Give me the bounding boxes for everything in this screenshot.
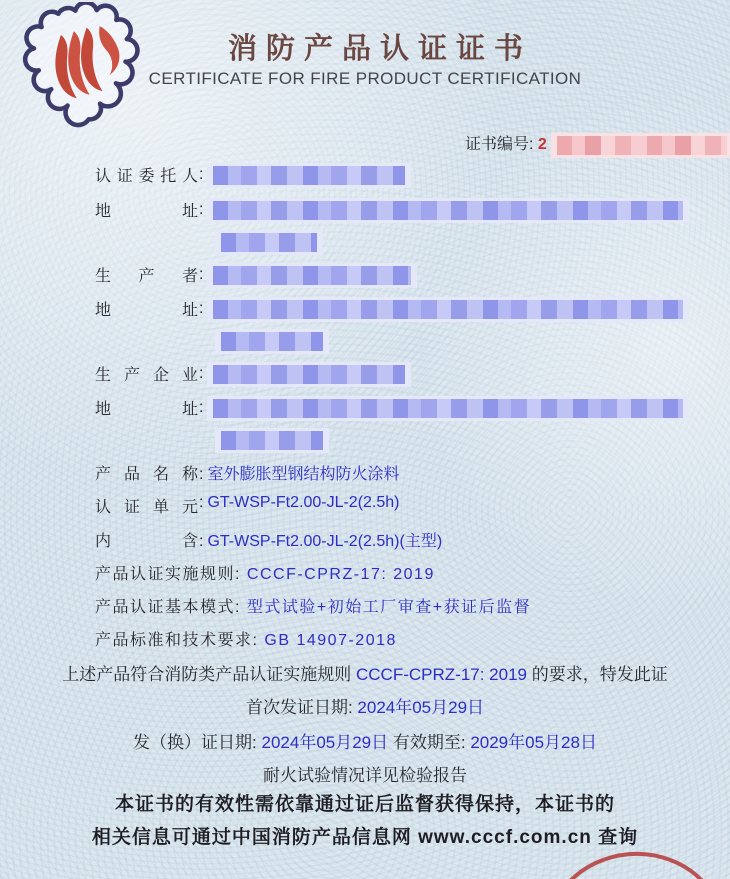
cert-number-label: 证书编号: — [465, 136, 538, 153]
field-row-address-1 — [95, 198, 689, 223]
certificate-title: 消防产品认证证书 — [227, 33, 532, 65]
colon: : — [199, 201, 204, 218]
field-label-product-name: 产品名称 — [95, 466, 198, 483]
certificate-subtitle-en: CERTIFICATE FOR FIRE PRODUCT CERTIFICATION — [148, 69, 582, 88]
field-row-included-models — [95, 528, 442, 551]
field-row-product-name — [95, 461, 399, 484]
first-issue-date-row — [0, 693, 730, 718]
statement-suffix: 的要求，特发此证 — [527, 665, 668, 684]
colon: : — [199, 494, 204, 511]
first-issue-date: 2024年05月29日 — [357, 698, 485, 717]
valid-until-label: 有效期至: — [388, 733, 471, 752]
colon: : — [199, 399, 204, 416]
colon: : — [199, 266, 204, 283]
footer-line-2 — [0, 822, 730, 849]
statement-prefix: 上述产品符合消防类产品认证实施规则 — [62, 665, 356, 684]
colon: : — [199, 300, 204, 317]
redacted-address-1-cont — [215, 230, 323, 255]
field-row-address-3 — [95, 396, 689, 421]
field-row-impl-rule — [95, 561, 435, 584]
footer-line-2-suffix: 查询 — [591, 827, 639, 848]
compliance-statement — [0, 660, 730, 685]
redacted-applicant — [207, 163, 411, 188]
statement-rule: CCCF-CPRZ-17: 2019 — [356, 665, 527, 684]
field-row-manufacturer — [95, 362, 411, 387]
field-label-address: 地址 — [95, 401, 198, 418]
issue-validity-row — [0, 728, 730, 753]
field-row-producer — [95, 263, 417, 288]
first-issue-label: 首次发证日期: — [245, 698, 358, 717]
field-row-address-2 — [95, 297, 689, 322]
field-label-manufacturer: 生产企业 — [95, 367, 198, 384]
footer-url: www.cccf.com.cn — [418, 827, 592, 848]
standard-value: GB 14907-2018 — [264, 632, 397, 649]
cert-number-redacted — [551, 133, 730, 158]
red-seal-stamp — [539, 845, 730, 879]
colon: : — [199, 466, 204, 483]
cert-number-visible-digit: 2 — [537, 136, 547, 153]
basic-mode-label: 产品认证基本模式: — [95, 599, 247, 616]
impl-rule-label: 产品认证实施规则: — [95, 566, 247, 583]
field-row-applicant — [95, 163, 411, 188]
valid-until-date: 2029年05月28日 — [470, 733, 597, 752]
field-label-applicant: 认证委托人 — [95, 168, 198, 185]
colon: : — [199, 533, 204, 550]
footer-line-2-prefix: 相关信息可通过中国消防产品信息网 — [91, 827, 419, 848]
redacted-address-2-cont — [215, 329, 329, 354]
field-label-included: 内含 — [95, 533, 198, 550]
basic-mode-value: 型式试验+初始工厂审查+获证后监督 — [246, 599, 532, 616]
redacted-manufacturer — [207, 362, 411, 387]
colon: : — [199, 166, 204, 183]
field-label-address: 地址 — [95, 302, 198, 319]
redacted-address-3 — [207, 396, 689, 421]
colon: : — [199, 365, 204, 382]
field-row-cert-unit — [95, 494, 400, 517]
cert-number-row — [465, 131, 730, 158]
standard-label: 产品标准和技术要求: — [95, 632, 265, 649]
cert-unit-value: GT-WSP-Ft2.00-JL-2(2.5h) — [207, 494, 400, 511]
product-name-value: 室外膨胀型钢结构防火涂料 — [207, 466, 400, 483]
redacted-producer — [207, 263, 417, 288]
footer-line-1: 本证书的有效性需依靠通过证后监督获得保持，本证书的 — [114, 794, 615, 815]
field-row-basic-mode — [95, 594, 531, 617]
fire-test-note: 耐火试验情况详见检验报告 — [263, 766, 467, 785]
field-label-cert-unit: 认证单元 — [95, 499, 198, 516]
impl-rule-value: CCCF-CPRZ-17: 2019 — [246, 566, 435, 583]
field-label-address: 地址 — [95, 203, 198, 220]
included-models-value: GT-WSP-Ft2.00-JL-2(2.5h)(主型) — [207, 533, 443, 550]
issue-date: 2024年05月29日 — [261, 733, 389, 752]
redacted-address-1 — [207, 198, 689, 223]
field-label-producer: 生产者 — [95, 268, 198, 285]
redacted-address-2 — [207, 297, 689, 322]
field-row-standard — [95, 627, 397, 650]
issue-date-label: 发（换）证日期: — [133, 733, 262, 752]
redacted-address-3-cont — [215, 428, 329, 453]
